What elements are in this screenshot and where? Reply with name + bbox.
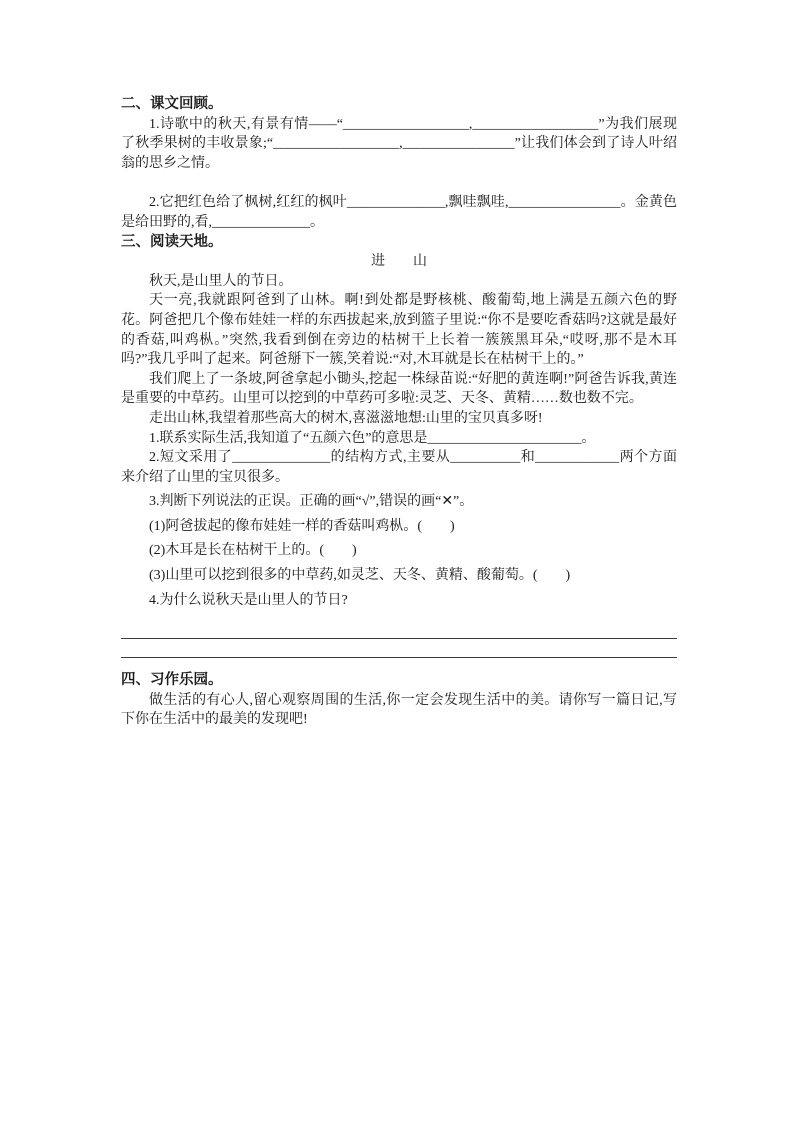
reading-paragraph-1: 秋天,是山里人的节日。 xyxy=(149,273,293,289)
reading-paragraph-2: 天一亮,我就跟阿爸到了山林。啊!到处都是野核桃、酸葡萄,地上满是五颜六色的野花。阿爸把几个像布娃娃一样的东西拔起来,放到篮子里说:“你不是要吃香菇吗?这就是最好的香菇,叫鸡枞。”突然,我看到倒在旁边的枯树干上长着一簇簇黑耳朵,“哎呀,那不是木耳吗?”我几乎叫了起来。阿爸掰下一簇,笑着说:“对,木耳就是长在枯树干上的。” xyxy=(121,293,677,368)
reading-paragraph-4: 走出山林,我望着那些高大的树木,喜滋滋地想:山里的宝贝真多呀! xyxy=(149,410,543,426)
review-item-2: 2.它把红色给了枫树,红红的枫叶______________,飘哇飘哇,________________。金黄色是给田野的,看,______________。 xyxy=(121,195,677,230)
section-review xyxy=(121,95,677,233)
reading-paragraph-3: 我们爬上了一条坡,阿爸拿起小锄头,挖起一株绿苗说:“好肥的黄连啊!”阿爸告诉我,黄连是重要的中草药。山里可以挖到的中草药可多啦:灵芝、天冬、黄精……数也数不完。 xyxy=(121,371,677,407)
reading-question-1: 1.联系实际生活,我知道了“五颜六色”的意思是______________________。 xyxy=(149,430,596,446)
reading-question-4: 4.为什么说秋天是山里人的节日? xyxy=(149,592,348,608)
section-writing xyxy=(121,671,677,730)
section-writing-heading: 四、习作乐园。 xyxy=(121,672,223,689)
reading-question-3: 3.判断下列说法的正误。正确的画“√”,错误的画“✕”。 xyxy=(149,494,474,510)
section-review-heading: 二、课文回顾。 xyxy=(121,96,223,112)
judgement-item-3: (3)山里可以挖到很多的中草药,如灵芝、天冬、黄精、酸葡萄。( ) xyxy=(149,568,571,584)
writing-prompt: 做生活的有心人,留心观察周围的生活,你一定会发现生活中的美。请你写一篇日记,写下你在生活中的最美的发现吧! xyxy=(121,692,677,728)
section-reading-heading: 三、阅读天地。 xyxy=(121,233,223,250)
reading-question-2: 2.短文采用了______________的结构方式,主要从__________和____________两个方面来介绍了山里的宝贝很多。 xyxy=(121,450,677,485)
review-item-1: 1.诗歌中的秋天,有景有情——“__________________,__________________”为我们展现了秋季果树的丰收景象;“__________________,________________”让我们体会到了诗人叶绍翁的思乡之情。 xyxy=(121,116,677,171)
reading-title: 进 山 xyxy=(371,254,427,270)
answer-line-2 xyxy=(121,657,677,658)
answer-line-1 xyxy=(121,638,677,639)
judgement-item-2: (2)木耳是长在枯树干上的。( ) xyxy=(149,543,357,559)
section-reading xyxy=(121,233,677,659)
judgement-item-1: (1)阿爸拔起的像布娃娃一样的香菇叫鸡枞。( ) xyxy=(149,518,455,534)
